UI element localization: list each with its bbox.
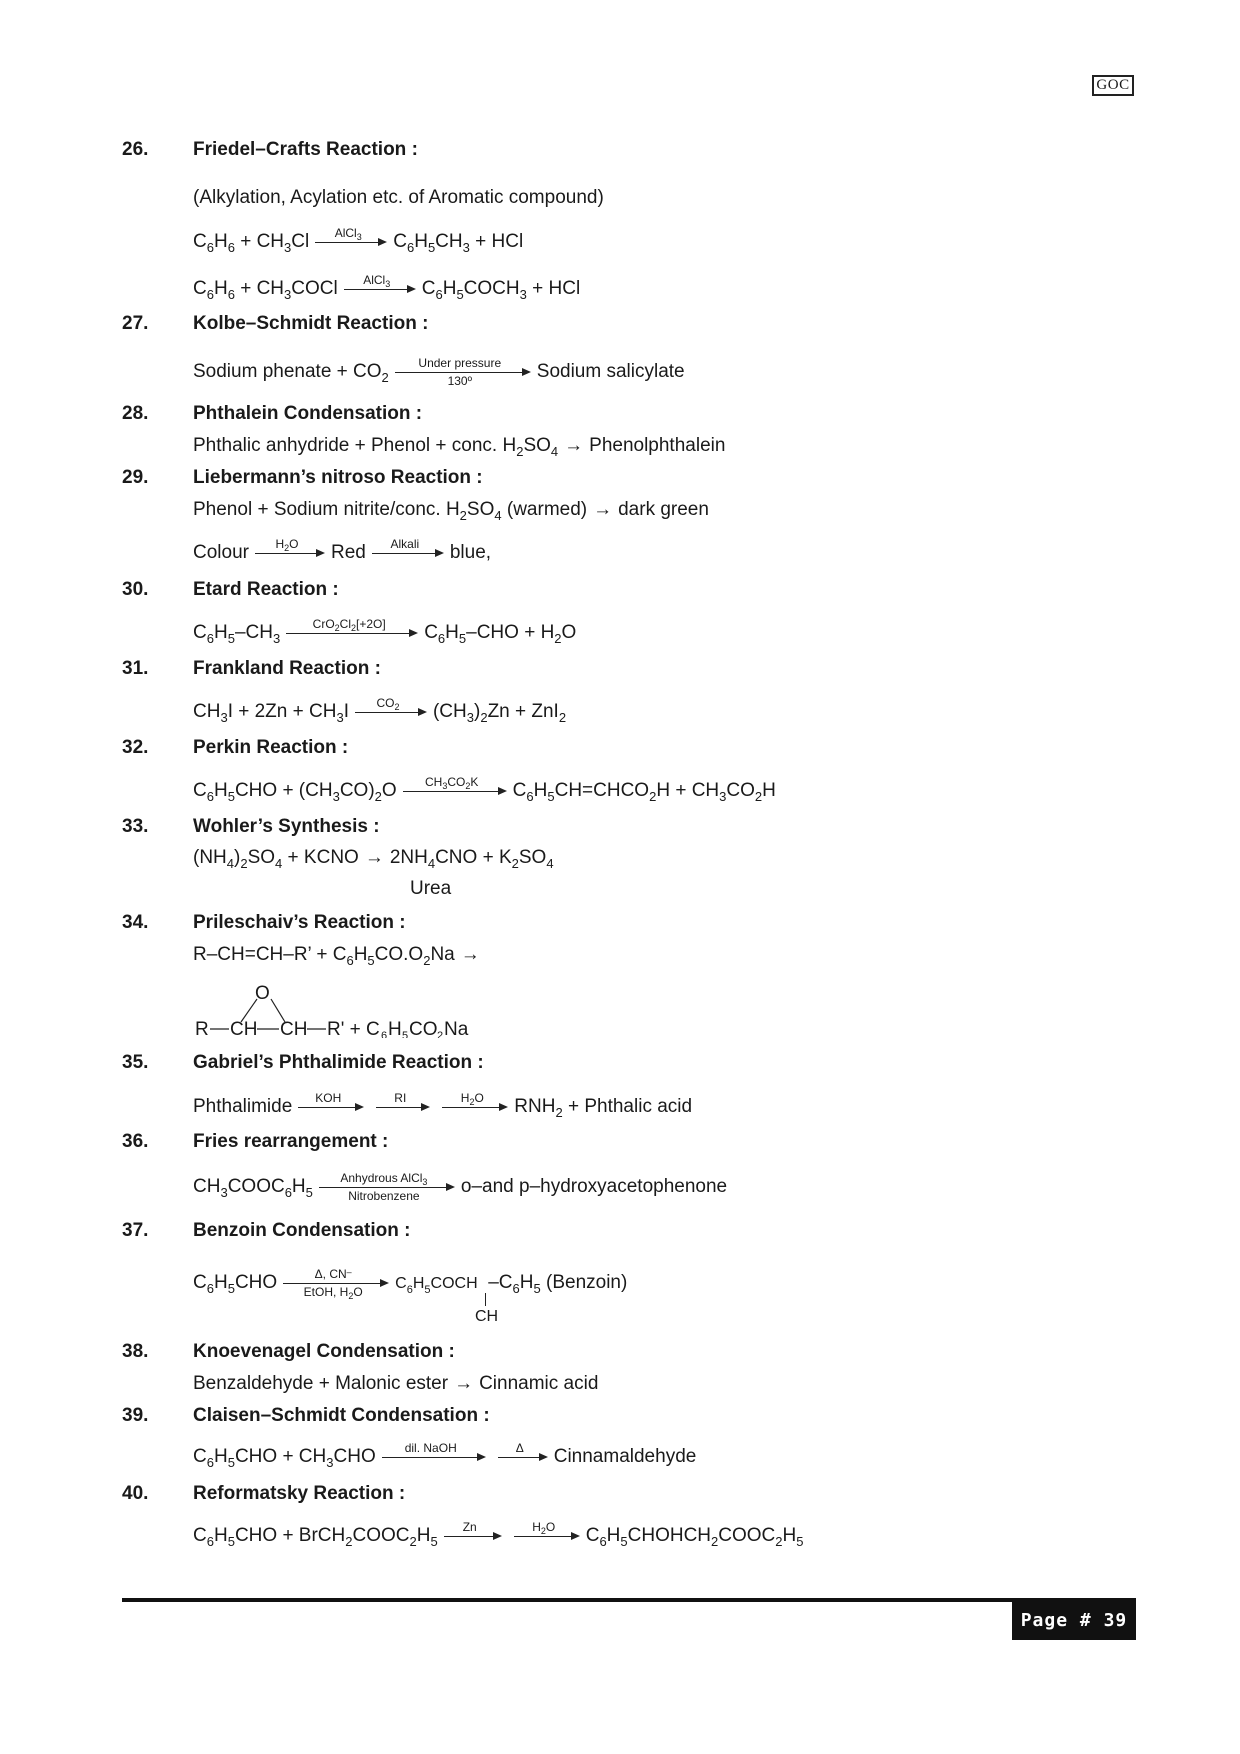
equation-line: $C_6H_6$ + $CH_3COCl$ AlCl$_3$ $C_6H_5COCH_3$ + HCl: [193, 273, 581, 303]
reaction-arrow: $H_2O$: [514, 1521, 580, 1551]
section-title: Perkin Reaction :: [193, 737, 349, 758]
reaction-arrow: Δ: [498, 1442, 548, 1472]
svg-text:CH: CH: [280, 1019, 308, 1038]
reaction-arrow: $H_2O$: [442, 1092, 508, 1122]
svg-text:5: 5: [402, 1030, 409, 1038]
section-title: Reformatsky Reaction :: [193, 1483, 406, 1504]
equation-line: $(NH_4)_2SO_4$ + KCNO → $2NH_4CNO + K_2SO_4$: [193, 847, 554, 871]
reaction-arrow: $H_2O$: [255, 538, 325, 568]
equation-line: $CH_3I + 2Zn + CH_3I$ $CO_2$ $(CH_3)_2Zn + ZnI_2$: [193, 696, 567, 726]
reaction-arrow: Under pressure 130º: [395, 357, 531, 387]
section-title: Fries rearrangement :: [193, 1131, 389, 1152]
equation-line: $CH_3COOC_6H_5$ Anhydrous AlCl$_3$ Nitrobenzene o–and p–hydroxyacetophenone: [193, 1171, 728, 1203]
note-line: (Alkylation, Acylation etc. of Aromatic compound): [193, 187, 604, 208]
section-heading: [122, 1481, 1142, 1506]
section-number: 30.: [122, 579, 149, 600]
section-title: Prileschaiv’s Reaction :: [193, 912, 406, 933]
section-title: Knoevenagel Condensation :: [193, 1341, 455, 1362]
section-heading: [122, 577, 1142, 602]
section-number: 35.: [122, 1052, 149, 1073]
section-heading: [122, 1403, 1142, 1428]
section-title: Phthalein Condensation :: [193, 403, 423, 424]
section-title: Etard Reaction :: [193, 579, 339, 600]
section-heading: [122, 465, 1142, 490]
section-heading: [122, 311, 1142, 336]
svg-text:H: H: [388, 1019, 402, 1038]
section-number: 39.: [122, 1405, 149, 1426]
equation-line: Phthalic anhydride + Phenol + conc. $H_2SO_4$ → Phenolphthalein: [193, 435, 726, 459]
svg-text:CH: CH: [230, 1019, 258, 1038]
section-number: 26.: [122, 139, 149, 160]
section-title: Kolbe–Schmidt Reaction :: [193, 313, 429, 334]
section-number: 28.: [122, 403, 149, 424]
equation-line: $C_6H_5CHO$ + $BrCH_2COOC_2H_5$ Zn $H_2O$ $C_6H_5CHOHCH_2COOC_2H_5$: [193, 1520, 804, 1550]
equation-line: Phenol + Sodium nitrite/conc. $H_2SO_4$ (warmed) → dark green: [193, 499, 709, 523]
section-number: 34.: [122, 912, 149, 933]
section-number: 33.: [122, 816, 149, 837]
section-heading: [122, 1050, 1142, 1075]
page-number: Page # 39: [1012, 1602, 1136, 1640]
section-number: 29.: [122, 467, 149, 488]
reaction-arrow: $CO_2$: [355, 697, 427, 727]
equation-line: $C_6H_5CHO + (CH_3CO)_2O$ $CH_3CO_2K$ $C_6H_5CH=CHCO_2H + CH_3CO_2H$: [193, 775, 776, 805]
section-number: 37.: [122, 1220, 149, 1241]
svg-text:2: 2: [437, 1030, 444, 1038]
reaction-arrow: dil. NaOH: [382, 1442, 486, 1472]
svg-text:Na: Na: [444, 1019, 469, 1038]
equation-line: $C_6H_5CHO + CH_3CHO$ dil. NaOH Δ Cinnamaldehyde: [193, 1441, 697, 1471]
section-heading: [122, 137, 1142, 162]
section-number: 31.: [122, 658, 149, 679]
section-number: 38.: [122, 1341, 149, 1362]
section-heading: [122, 1339, 1142, 1364]
reaction-arrow: Alkali: [372, 538, 444, 568]
section-title: Liebermann’s nitroso Reaction :: [193, 467, 483, 488]
section-number: 40.: [122, 1483, 149, 1504]
section-number: 27.: [122, 313, 149, 334]
svg-text:CO: CO: [409, 1019, 438, 1038]
product-label: Urea: [410, 878, 452, 899]
section-heading: [122, 735, 1142, 760]
section-title: Gabriel’s Phthalimide Reaction :: [193, 1052, 484, 1073]
section-title: Friedel–Crafts Reaction :: [193, 139, 418, 160]
section-heading: [122, 1218, 1142, 1243]
section-heading: [122, 814, 1142, 839]
reaction-arrow: Anhydrous AlCl$_3$ Nitrobenzene: [319, 1172, 455, 1202]
equation-line: Colour $H_2O$ Red Alkali blue,: [193, 538, 1133, 568]
reaction-arrow: KOH: [298, 1092, 364, 1122]
equation-line: R–CH=CH–R’ + $C_6H_5CO.O_2Na$ →: [193, 944, 480, 968]
reaction-arrow: AlCl$_3$: [344, 274, 416, 304]
footer-rule: [122, 1598, 1136, 1602]
reaction-arrow: RI: [376, 1092, 430, 1122]
topic-badge: GOC: [1092, 75, 1134, 96]
reaction-arrow: $CrO_2Cl_2[+2O]$: [286, 618, 418, 648]
epoxide-structure: [193, 978, 513, 1038]
section-heading: [122, 401, 1142, 426]
section-title: Benzoin Condensation :: [193, 1220, 411, 1241]
svg-text:O: O: [255, 983, 270, 1004]
svg-text:6: 6: [381, 1030, 388, 1038]
section-title: Wohler’s Synthesis :: [193, 816, 380, 837]
svg-text:R' + C: R' + C: [327, 1019, 380, 1038]
section-heading: [122, 910, 1142, 935]
equation-line: Phthalimide KOH RI $H_2O$ $RNH_2$ + Phthalic acid: [193, 1091, 693, 1121]
section-title: Frankland Reaction :: [193, 658, 381, 679]
equation-line: Benzaldehyde + Malonic ester → Cinnamic acid: [193, 1373, 599, 1394]
reaction-arrow: Δ, CN– EtOH, $H_2O$: [283, 1268, 389, 1298]
substituent-label: CH: [475, 1308, 499, 1325]
reaction-arrow: AlCl$_3$: [315, 227, 387, 257]
section-heading: [122, 1129, 1142, 1154]
section-heading: [122, 656, 1142, 681]
reaction-arrow: Zn: [444, 1521, 502, 1551]
equation-line: Sodium phenate + $CO_2$ Under pressure 130º Sodium salicylate: [193, 356, 685, 388]
svg-text:R: R: [195, 1019, 209, 1038]
section-number: 32.: [122, 737, 149, 758]
equation-line: $C_6H_6 + CH_3Cl$ AlCl$_3$ $C_6H_5CH_3$ + HCl: [193, 226, 524, 256]
reaction-arrow: $CH_3CO_2K$: [403, 776, 507, 806]
section-title: Claisen–Schmidt Condensation :: [193, 1405, 490, 1426]
equation-line: $C_6H_5-CH_3$ $CrO_2Cl_2[+2O]$ $C_6H_5$–CHO + $H_2O$: [193, 617, 577, 647]
section-number: 36.: [122, 1131, 149, 1152]
equation-line: $C_6H_5CHO$ Δ, CN– EtOH, $H_2O$ $C_6H_5COCH$ $-C_6H_5$ (Benzoin): [193, 1267, 628, 1301]
